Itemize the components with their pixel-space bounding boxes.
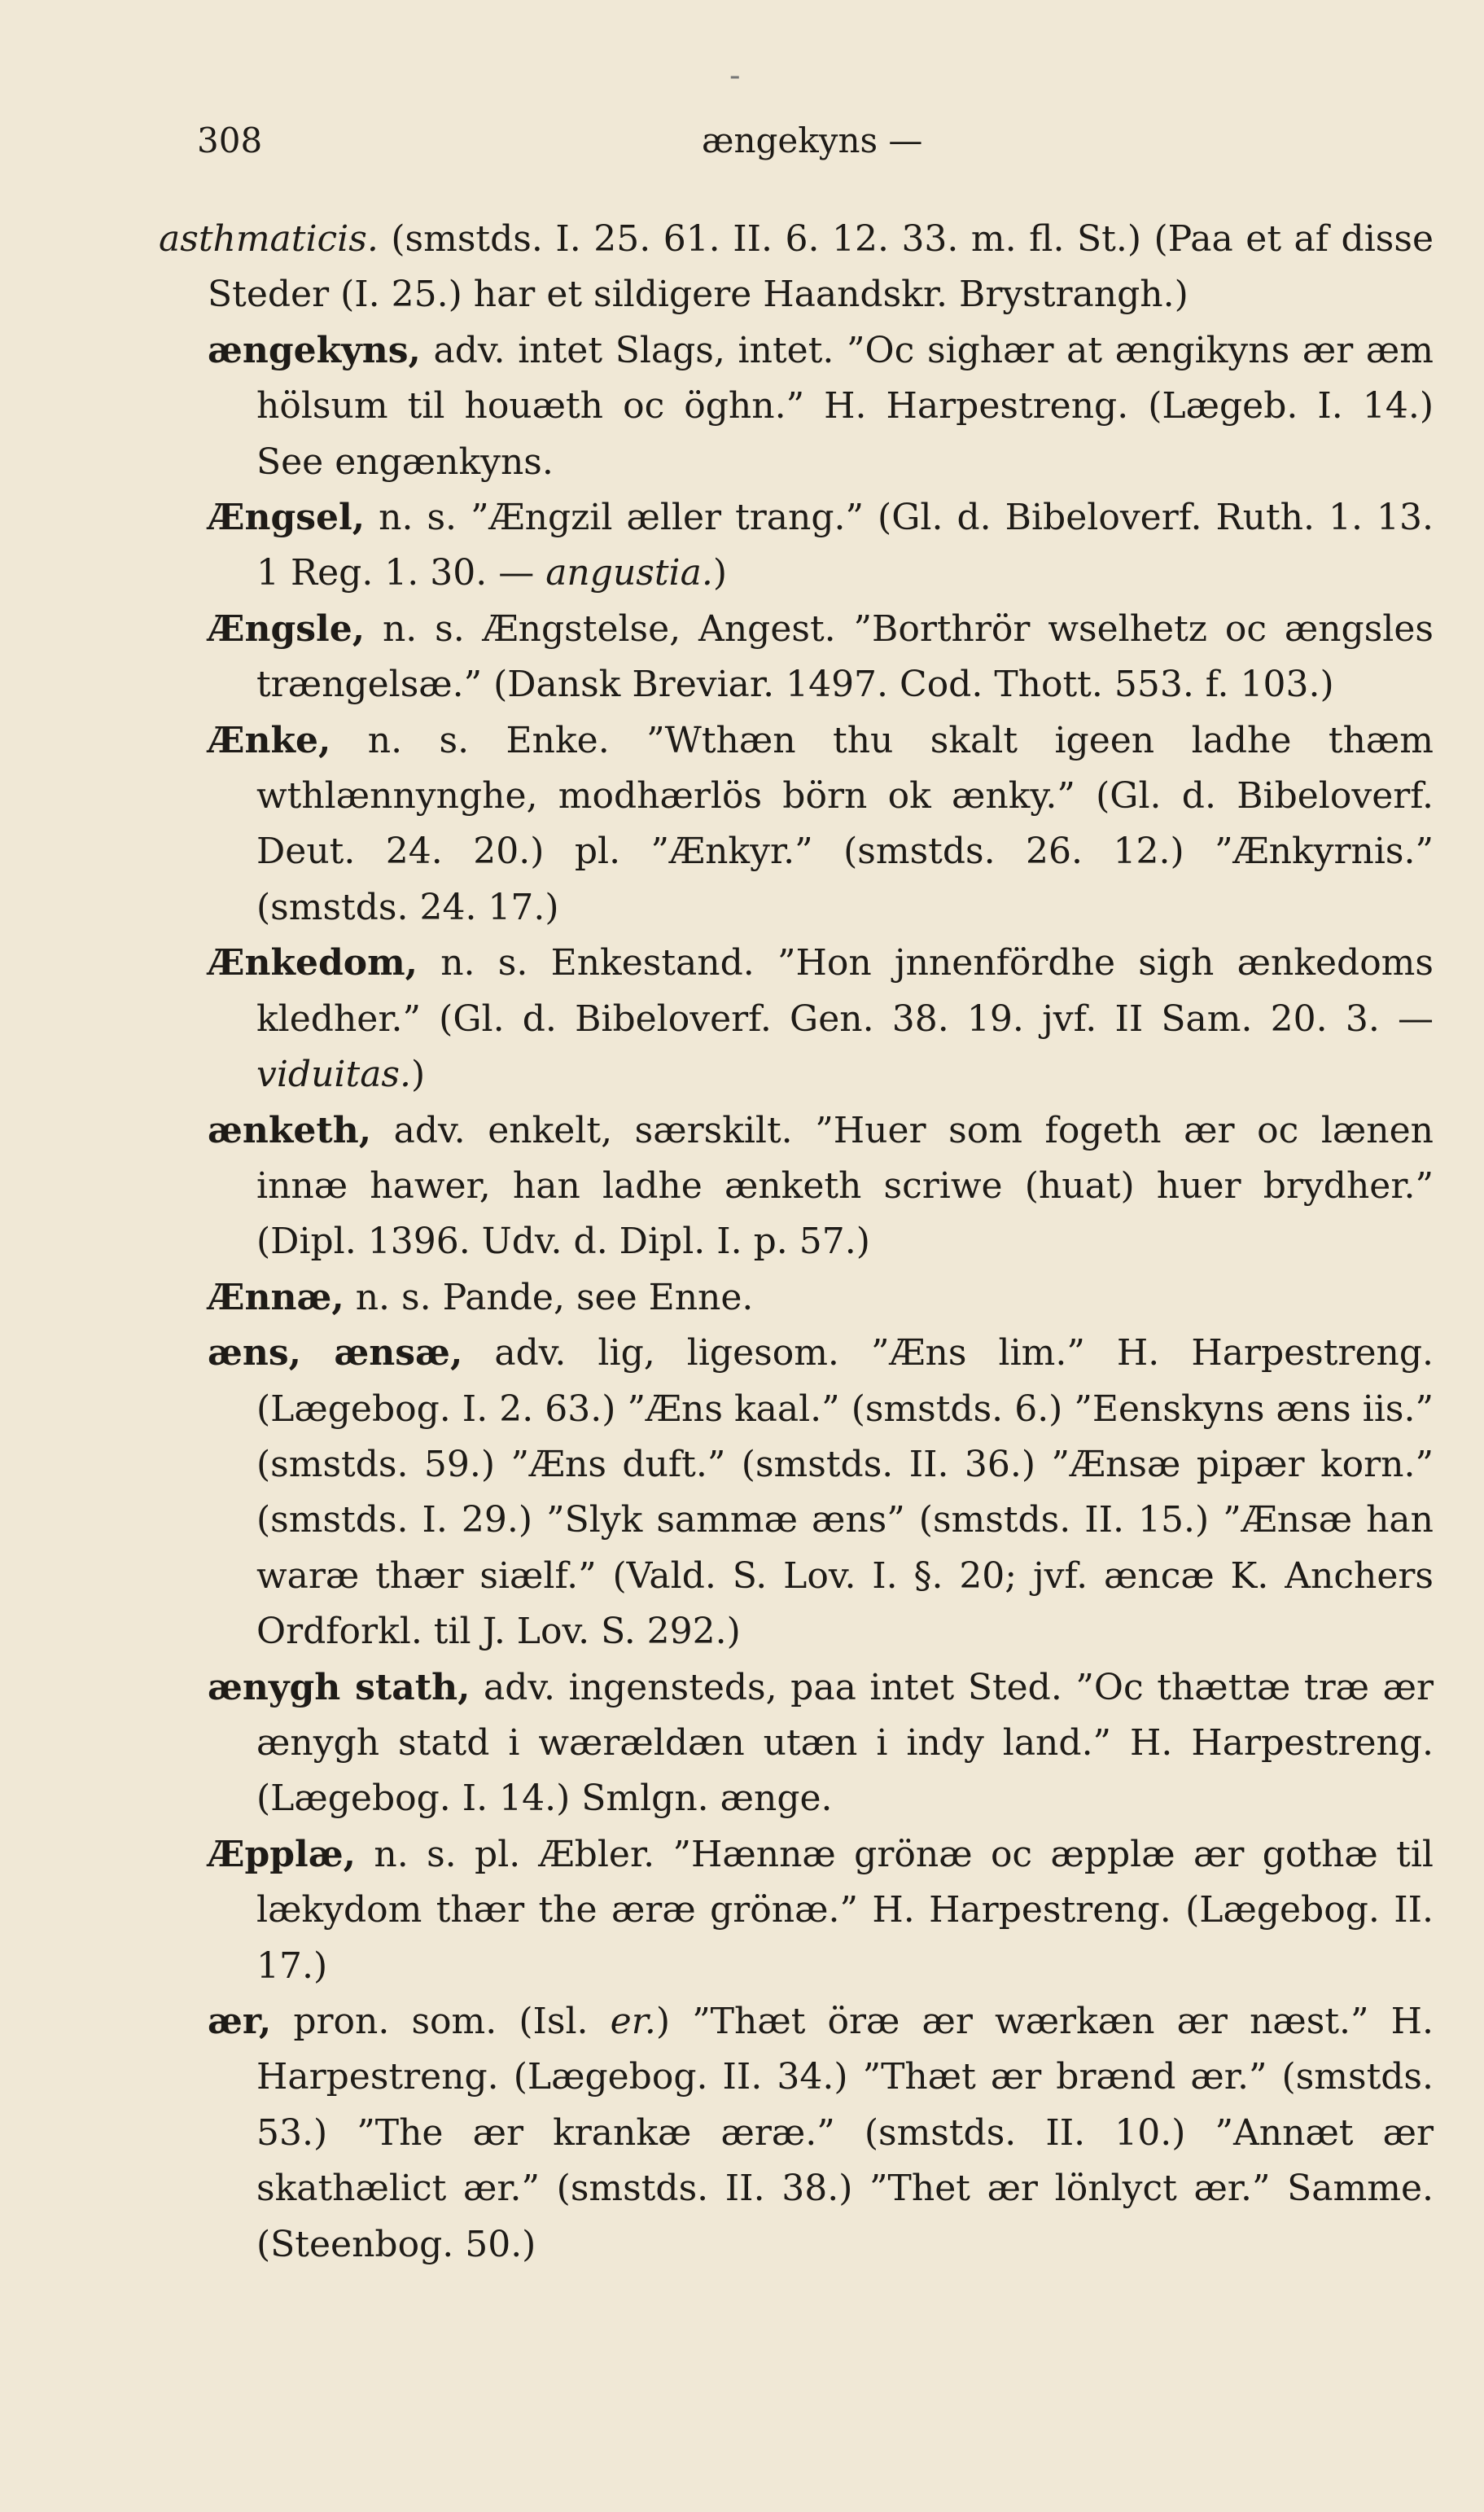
entry-text: ) ”Thæt öræ ær wærkæn ær næst.” H. Harpestreng. (Lægebog. II. 34.) ”Thæt ær brænd ær.” (smstds. 53.) ”The ær krankæ æræ.” (smstds. II. 10.) ”Annæt ær skathælict ær.” (smstds. II. 38.) ”Thet ær lönlyct ær.” Samme. (Steenbog. 50.) xyxy=(256,2001,1434,2265)
entry-latin-gloss: viduitas. xyxy=(256,1054,411,1096)
dictionary-entry xyxy=(208,936,1434,1103)
top-mark: - xyxy=(729,57,741,94)
entry-headword: ær, xyxy=(208,2001,272,2042)
dictionary-entry xyxy=(208,713,1434,936)
entry-text: n. s. pl. Æbler. ”Hænnæ grönæ oc æpplæ ær gothæ til lækydom thær the æræ grönæ.” H. Harpestreng. (Lægebog. II. 17.) xyxy=(256,1833,1434,1987)
entry-headword: ænketh, xyxy=(208,1109,372,1151)
entry-text: adv. ingensteds, paa intet Sted. ”Oc thættæ træ ær ænygh statd i wærældæn utæn i indy land.” H. Harpestreng. (Lægebog. I. 14.) Smlgn. ænge. xyxy=(256,1666,1434,1820)
dictionary-entry xyxy=(208,1660,1434,1827)
dictionary-entry xyxy=(208,323,1434,490)
entry-text: ) xyxy=(411,1054,426,1096)
entry-text: adv. enkelt, særskilt. ”Huer som fogeth ær oc lænen innæ hawer, han ladhe ænketh scriwe (huat) huer brydher.” (Dipl. 1396. Udv. d. Dipl. I. p. 57.) xyxy=(256,1109,1434,1263)
page-header xyxy=(197,112,1407,169)
entry-headword: Ænkedom, xyxy=(208,942,418,984)
dictionary-entry xyxy=(208,1270,1434,1326)
entry-headword: Ængsle, xyxy=(208,607,366,650)
entry-headword: Ænnæ, xyxy=(208,1276,344,1318)
dictionary-entry xyxy=(208,602,1434,713)
entry-text: n. s. Pande, see Enne. xyxy=(344,1276,754,1318)
entry-headword: Ængsel, xyxy=(208,497,366,539)
entry-text: adv. intet Slags, intet. ”Oc sighær at ængikyns ær æm hölsum til houæth oc öghn.” H. Harpestreng. (Lægeb. I. 14.) See engænkyns. xyxy=(256,329,1434,483)
dictionary-entry xyxy=(208,1103,1434,1270)
entry-text: n. s. ”Ængzil æller trang.” (Gl. d. Bibeloverf. Ruth. 1. 13. 1 Reg. 1. 30. — xyxy=(256,497,1434,594)
dictionary-entry xyxy=(208,1326,1434,1659)
entry-latin-gloss: angustia. xyxy=(545,552,713,594)
entry-headword: ængekyns, xyxy=(208,329,421,371)
running-head: ængekyns — xyxy=(702,121,923,160)
entry-headword: ænygh stath, xyxy=(208,1666,471,1708)
entry-headword: Ænke, xyxy=(208,719,331,761)
entry-text: pron. som. (Isl. xyxy=(271,2001,611,2042)
entry-latin-gloss: asthmaticis. xyxy=(159,218,379,260)
entries-list xyxy=(159,212,1434,2273)
dictionary-entry xyxy=(208,1994,1434,2273)
dictionary-entry xyxy=(208,1827,1434,1994)
entry-text: (smstds. I. 25. 61. II. 6. 12. 33. m. fl. St.) (Paa et af disse Steder (I. 25.) har et sildigere Haandskr. Brystrangh.) xyxy=(208,218,1434,316)
entry-text: ) xyxy=(712,552,728,594)
dictionary-entry xyxy=(208,490,1434,602)
entry-latin-gloss: er. xyxy=(610,2001,656,2042)
entry-text: adv. lig, ligesom. ”Æns lim.” H. Harpestreng. (Lægebog. I. 2. 63.) ”Æns kaal.” (smstds. 6.) ”Eenskyns æns iis.” (smstds. 59.) ”Æns duft.” (smstds. II. 36.) ”Ænsæ pipær korn.” (smstds. I. 29.) ”Slyk sammæ æns” (smstds. II. 15.) ”Ænsæ han waræ thær siælf.” (Vald. S. Lov. I. §. 20; jvf. æncæ K. Anchers Ordforkl. til J. Lov. S. 292.) xyxy=(256,1332,1434,1653)
entry-text: n. s. Ængstelse, Angest. ”Borthrör wselhetz oc ængsles trængelsæ.” (Dansk Breviar. 1497. Cod. Thott. 553. f. 103.) xyxy=(256,607,1434,706)
dictionary-entry xyxy=(159,212,1434,323)
entry-headword: æns, ænsæ, xyxy=(208,1332,463,1374)
page-number: 308 xyxy=(197,121,263,160)
entry-headword: Æpplæ, xyxy=(208,1833,356,1875)
entry-text: n. s. Enke. ”Wthæn thu skalt igeen ladhe thæm wthlænnynghe, modhærlös börn ok ænky.” (Gl. d. Bibeloverf. Deut. 24. 20.) pl. ”Ænkyr.” (smstds. 26. 12.) ”Ænkyrnis.” (smstds. 24. 17.) xyxy=(256,719,1434,928)
entry-text: n. s. Enkestand. ”Hon jnnenfördhe sigh ænkedoms kledher.” (Gl. d. Bibeloverf. Gen. 38. 19. jvf. II Sam. 20. 3. — xyxy=(256,942,1434,1040)
